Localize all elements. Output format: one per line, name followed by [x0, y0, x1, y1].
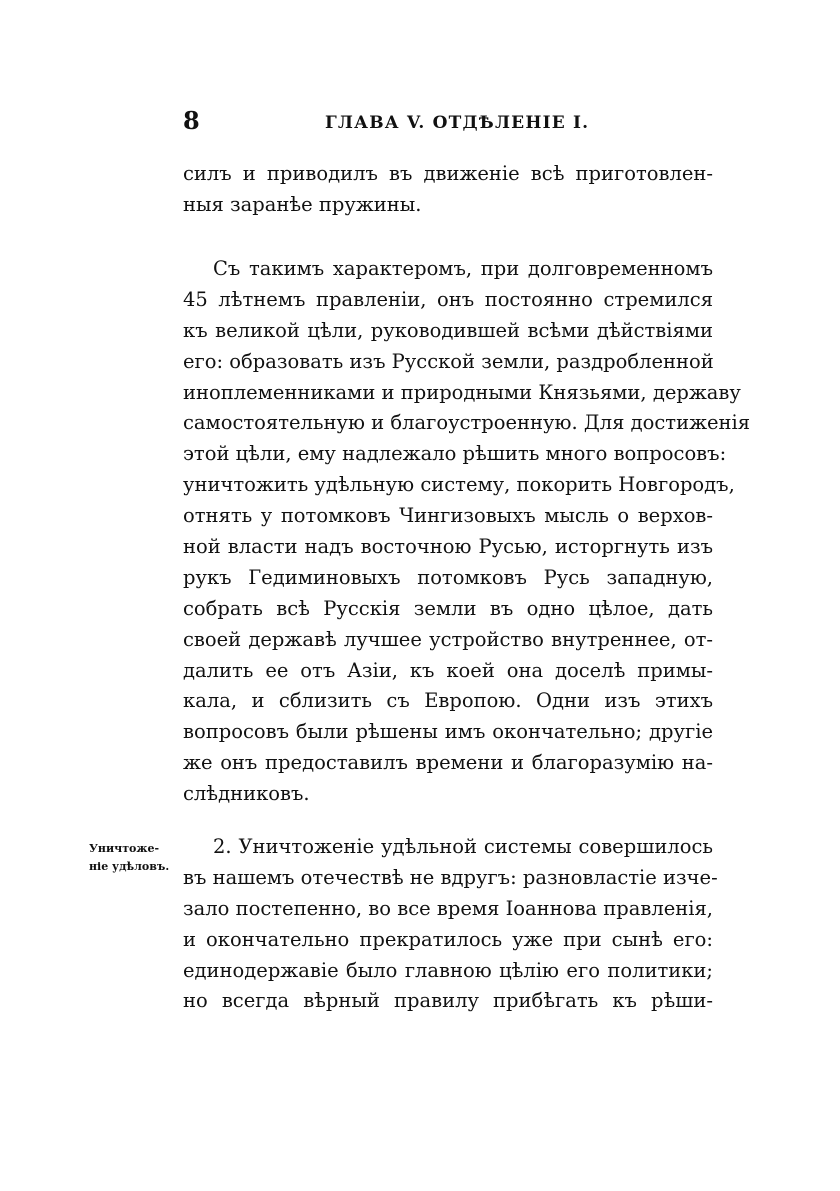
margin-note [89, 840, 181, 876]
running-head: ГЛАВА V. ОТДѢЛЕНІЕ I. [325, 113, 590, 133]
text-line: 45 лѣтнемъ правленіи, онъ постоянно стремился [183, 287, 713, 311]
text-line: единодержавіе было главною цѣлію его политики; [183, 958, 713, 982]
text-line: въ нашемъ отечествѣ не вдругъ: разновластіе изче- [183, 865, 718, 889]
page-number: 8 [183, 106, 200, 135]
text-line: далить ее отъ Азіи, къ коей она доселѣ примы- [183, 658, 713, 682]
text-line: слѣдниковъ. [183, 782, 310, 806]
text-line: уничтожить удѣльную систему, покорить Новгородъ, [183, 473, 735, 497]
paragraph-appanage [183, 832, 718, 1017]
text-line: своей державѣ лучшее устройство внутреннее, от- [183, 627, 713, 651]
text-line: силъ и приводилъ въ движеніе всѣ приготовлен- [183, 162, 713, 185]
paragraph-continuation [183, 159, 713, 221]
margin-note-line: Уничтоже- [89, 842, 160, 855]
text-line: отнять у потомковъ Чингизовыхъ мысль о верхов- [183, 504, 713, 528]
text-line: ныя заранѣе пружины. [183, 192, 422, 216]
page-header [183, 106, 713, 140]
text-line: Съ такимъ характеромъ, при долговременномъ [213, 257, 713, 280]
text-line: зало постепенно, во все время Іоаннова правленія, [183, 896, 713, 920]
text-line: ной власти надъ восточною Русью, исторгнуть изъ [183, 535, 713, 559]
text-line: этой цѣли, ему надлежало рѣшить много вопросовъ: [183, 442, 727, 466]
text-line: иноплеменниками и природными Князьями, державу [183, 380, 741, 404]
text-line: собрать всѣ Русскія земли въ одно цѣлое, дать [183, 596, 713, 620]
text-line: но всегда вѣрный правилу прибѣгать къ рѣши- [183, 989, 713, 1013]
paragraph-character [183, 254, 751, 810]
text-line: къ великой цѣли, руководившей всѣми дѣйствіями [183, 318, 713, 342]
text-line: вопросовъ были рѣшены имъ окончательно; другіе [183, 720, 713, 744]
text-line: же онъ предоставилъ времени и благоразумію на- [183, 751, 713, 775]
margin-note-line: ніе удѣловъ. [89, 860, 170, 873]
text-line: и окончательно прекратилось уже при сынѣ его: [183, 927, 713, 951]
text-line: его: образовать изъ Русской земли, раздробленной [183, 349, 714, 373]
text-line: рукъ Гедиминовыхъ потомковъ Русь западную, [183, 565, 713, 589]
text-line: кала, и сблизить съ Европою. Одни изъ этихъ [183, 689, 713, 713]
text-line: самостоятельную и благоустроенную. Для достиженія [183, 411, 751, 435]
text-line: 2. Уничтоженіе удѣльной системы совершилось [213, 835, 713, 858]
